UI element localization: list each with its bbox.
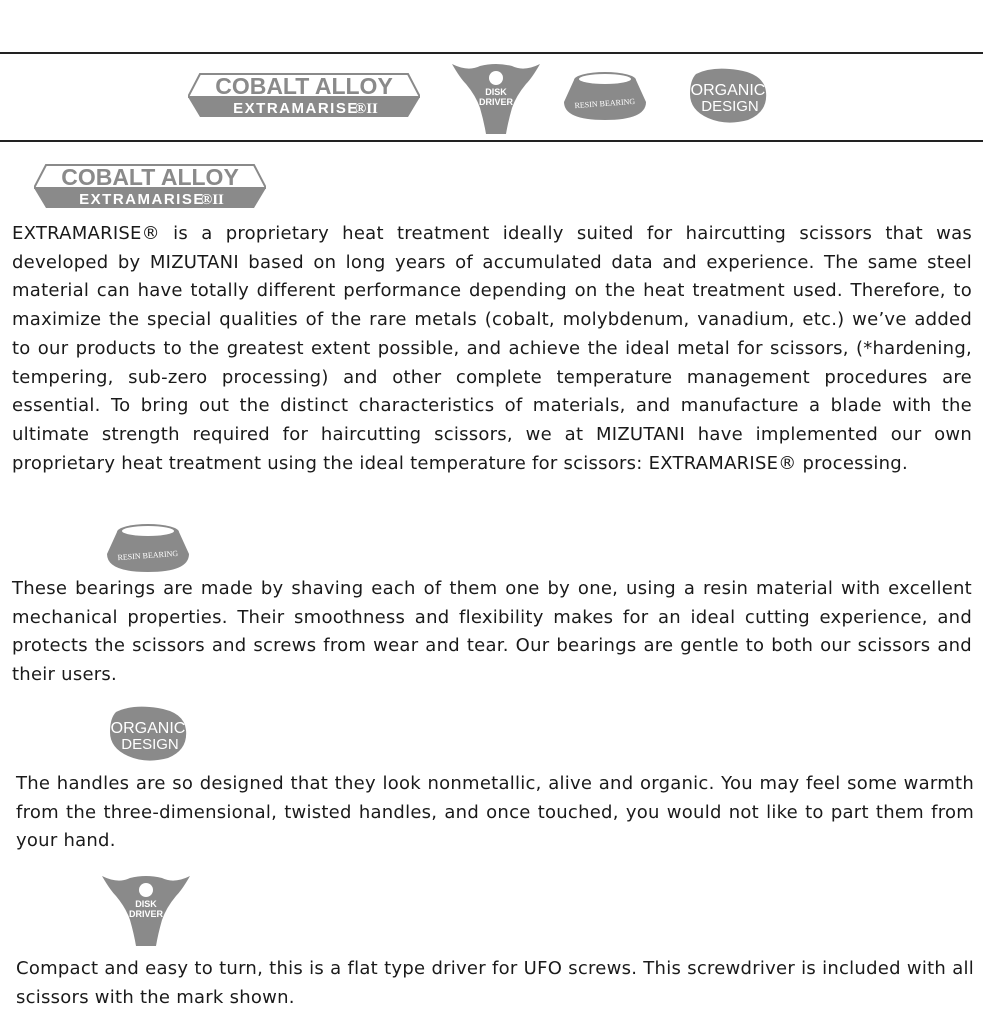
cobalt-logo-line2: EXTRAMARISE [233,100,359,117]
cobalt-alloy-extramarise-logo [188,72,420,120]
extramarise-description: EXTRAMARISE® is a proprietary heat treatment ideally suited for haircutting scissors that was developed by MIZUTANI based on long years of accumulated data and experience. The same steel material can have totally different performance depending on the heat treatment used. Therefore, to maximize the special qualities of the rare metals (cobalt, molybdenum, vanadium, etc.) we’ve added to our products to the greatest extent possible, and achieve the ideal metal for scissors, (*hardening, tempering, sub-zero processing) and other complete temperature management procedures are essential. To bring out the distinct characteristics of materials, and manufacture a blade with the ultimate strength required for haircutting scissors, we at MIZUTANI have implemented our own proprietary heat treatment using the ideal temperature for scissors: EXTRAMARISE® processing. [12,223,972,474]
organic-design-icon [106,704,190,764]
resin-bearing-icon [105,520,191,574]
disk-driver-description: Compact and easy to turn, this is a flat type driver for UFO screws. This screwdriver is included with all scissors with the mark shown. [16,958,974,1008]
resin-bearing-description: These bearings are made by shaving each of them one by one, using a resin material with excellent mechanical properties. Their smoothness and flexibility makes for an ideal cutting experience, and protects the scissors and screws from wear and tear. Our bearings are gentle to both our scissors and their users. [12,578,972,686]
disk-driver-logo [450,58,542,136]
disk-driver-logo-line2: DRIVER [478,97,514,107]
disk-driver-icon [100,870,192,948]
organic-design-description: The handles are so designed that they look nonmetallic, alive and organic. You may feel some warmth from the three-dimensional, twisted handles, and once touched, you would not like to part them from your hand. [16,773,974,852]
resin-bearing-logo-label: RESIN BEARING [574,96,636,111]
disk-driver-icon-line1: DISK [135,899,157,909]
cobalt-icon-line2: EXTRAMARISE [79,191,205,208]
cobalt-alloy-extramarise-icon [34,163,266,211]
organic-design-logo [686,66,770,126]
organic-icon-line1: ORGANIC [110,720,186,737]
organic-logo-line1: ORGANIC [690,82,766,99]
disk-driver-icon-line2: DRIVER [128,909,164,919]
resin-bearing-logo [562,68,648,122]
cobalt-icon-line1: COBALT ALLOY [61,164,239,190]
disk-driver-logo-line1: DISK [485,87,507,97]
resin-bearing-icon-label: RESIN BEARING [117,548,179,563]
cobalt-icon-suffix: ®II [201,192,224,208]
cobalt-logo-line1: COBALT ALLOY [215,73,393,99]
cobalt-logo-suffix: ®II [355,101,378,117]
organic-icon-line2: DESIGN [121,736,179,753]
organic-logo-line2: DESIGN [701,98,759,115]
